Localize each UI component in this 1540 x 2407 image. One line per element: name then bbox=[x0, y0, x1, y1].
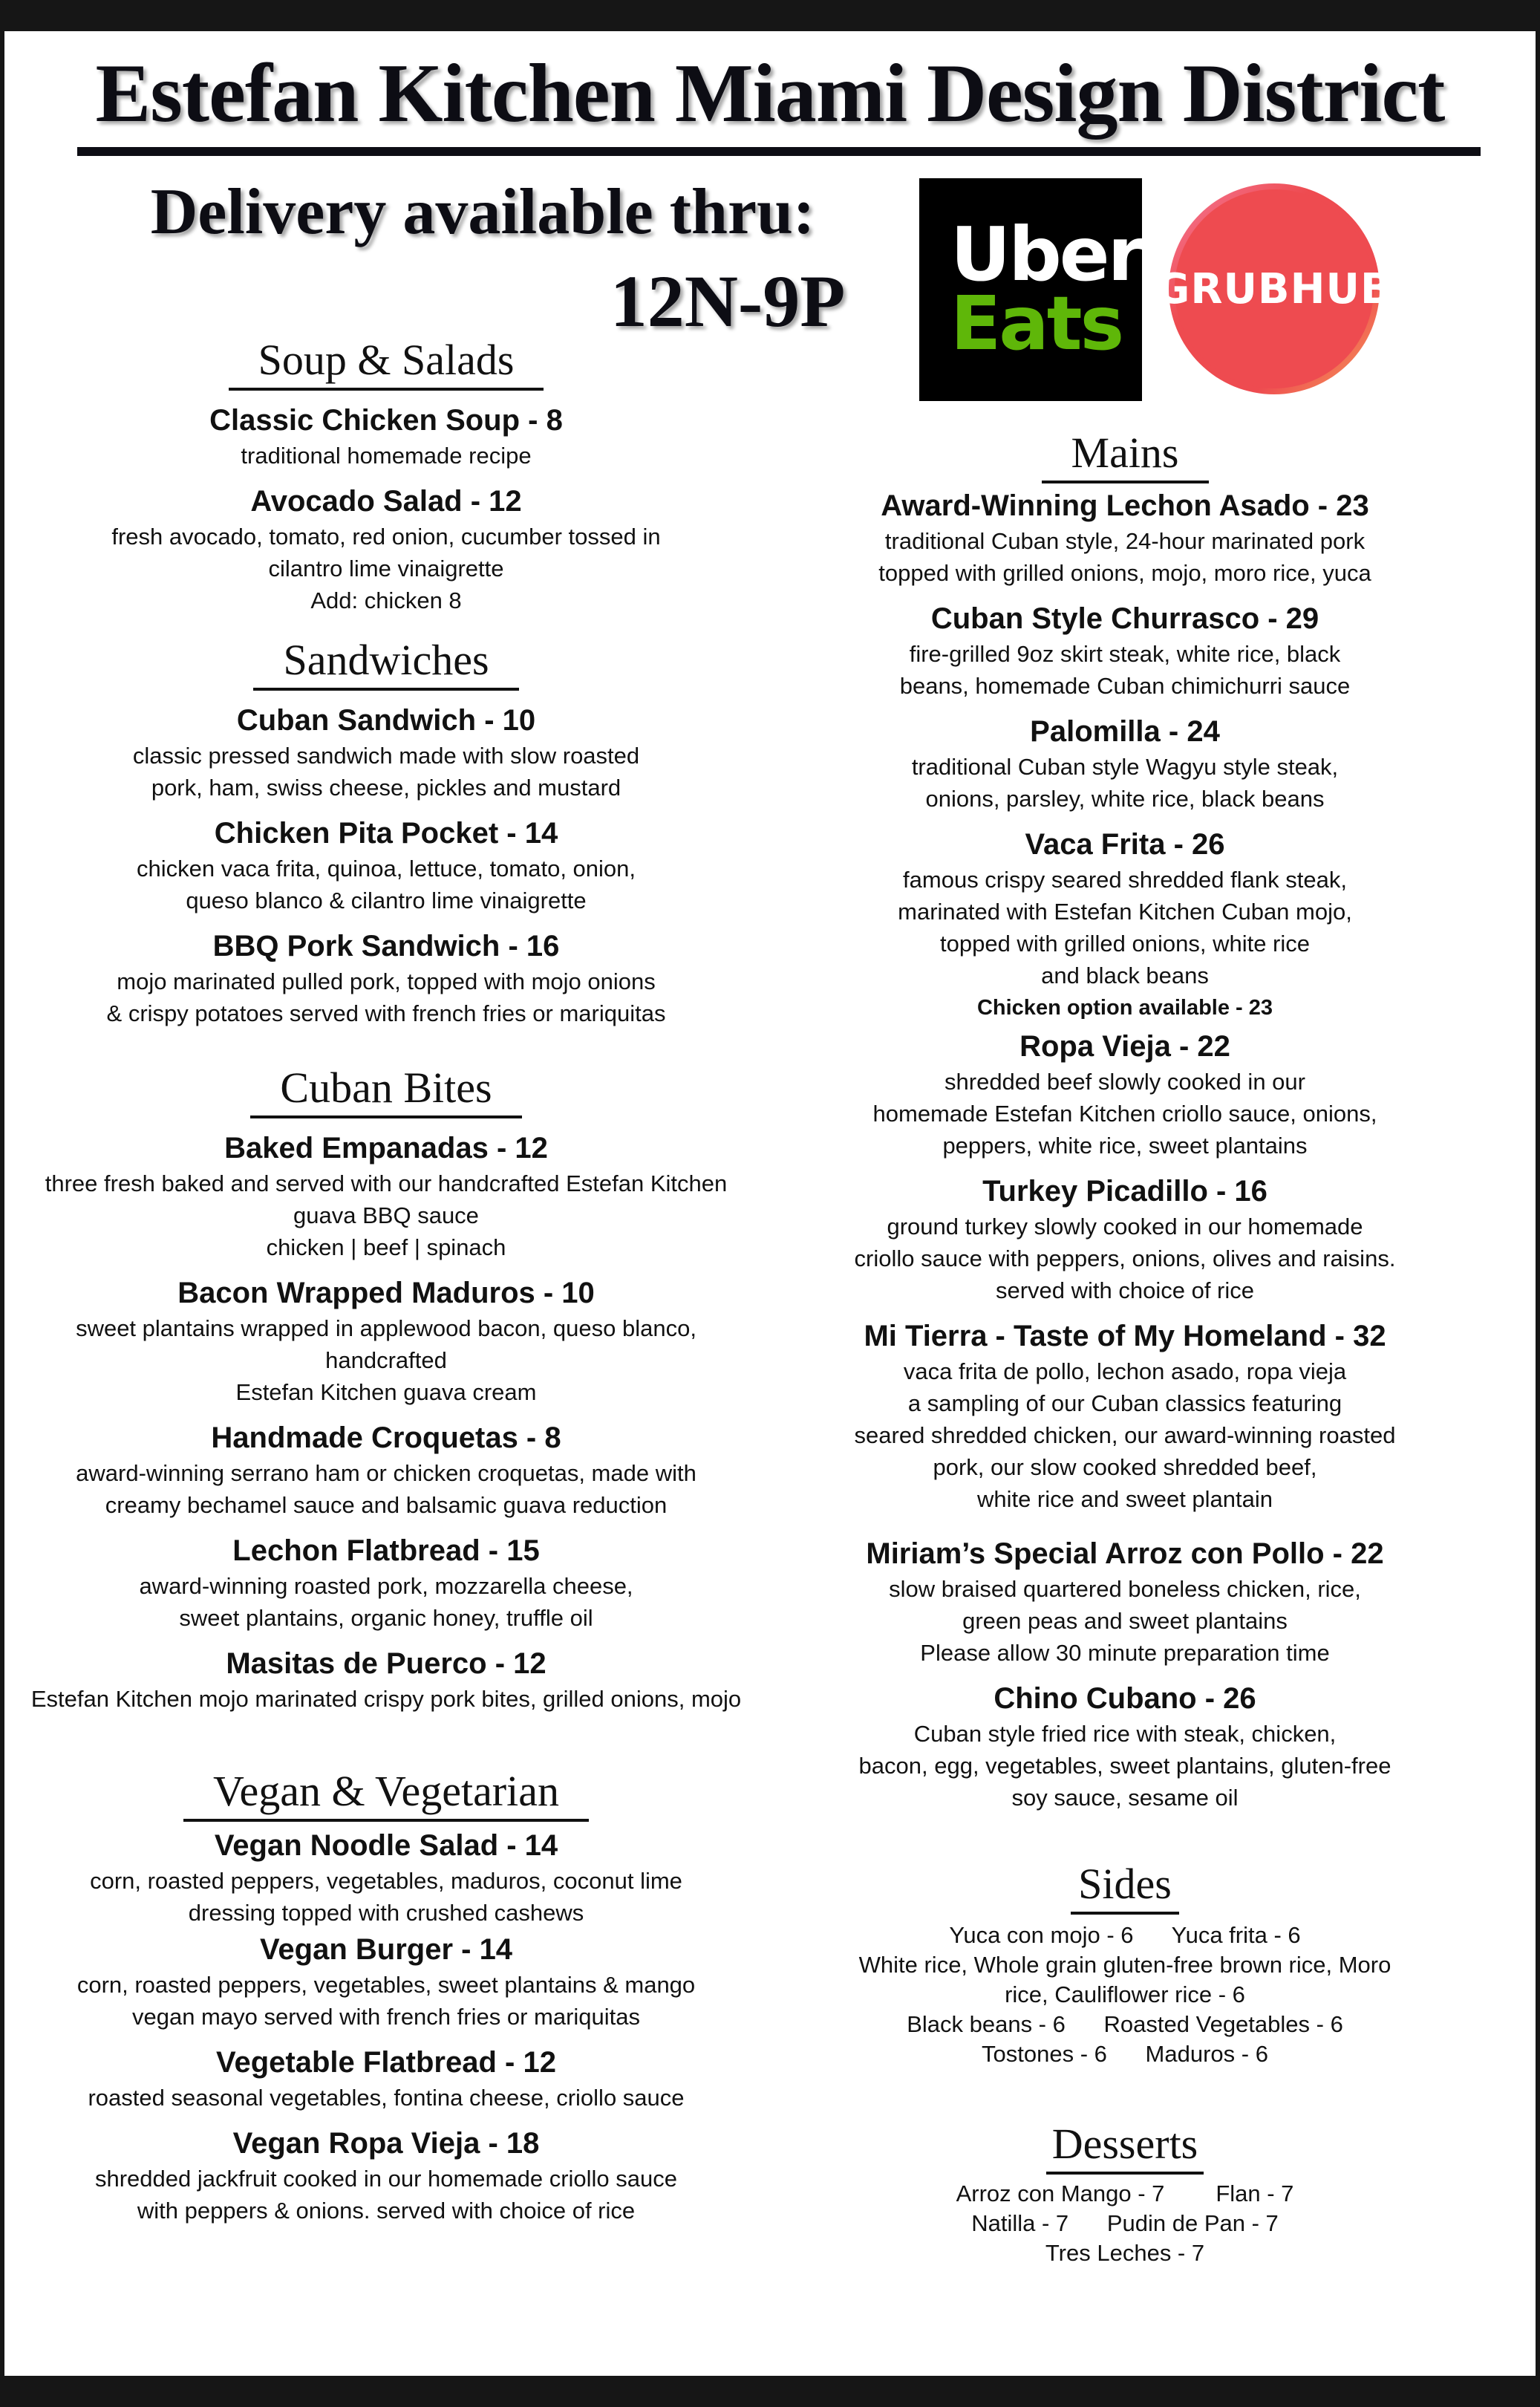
restaurant-title: Estefan Kitchen Miami Design District bbox=[95, 48, 1445, 140]
item-description: ground turkey slowly cooked in our homemade criollo sauce with peppers, onions, olives and raisins. served with choice of rice bbox=[854, 1214, 1396, 1303]
item-note: Chicken option available - 23 bbox=[976, 996, 1273, 1020]
item-description: shredded beef slowly cooked in our homemade Estefan Kitchen criollo sauce, onions, peppers, white rice, sweet plantains bbox=[872, 1069, 1377, 1159]
item-description: roasted seasonal vegetables, fontina cheese, criollo sauce bbox=[88, 2085, 685, 2111]
item-description: award-winning serrano ham or chicken croquetas, made with creamy bechamel sauce and balsamic guava reduction bbox=[76, 1460, 696, 1518]
item-description: Cuban style fried rice with steak, chicken, bacon, egg, vegetables, sweet plantains, gluten-free soy sauce, sesame oil bbox=[858, 1721, 1391, 1811]
section-heading: Cuban Bites bbox=[250, 1062, 521, 1118]
sides-line: rice, Cauliflower rice - 6 bbox=[1005, 1981, 1245, 2007]
item-name: Ropa Vieja - 22 bbox=[1019, 1030, 1230, 1063]
section-mains bbox=[817, 427, 1433, 1814]
menu-item bbox=[30, 2124, 743, 2227]
item-name: Miriam’s Special Arroz con Pollo - 22 bbox=[866, 1537, 1384, 1570]
item-name: Cuban Sandwich - 10 bbox=[236, 704, 536, 737]
section-heading: Soup & Salads bbox=[229, 334, 544, 391]
grubhub-logo-text: GRUBHUB bbox=[1155, 264, 1393, 313]
item-description: three fresh baked and served with our handcrafted Estefan Kitchen guava BBQ sauce chicken | beef | spinach bbox=[45, 1170, 728, 1260]
item-description: chicken vaca frita, quinoa, lettuce, tomato, onion, queso blanco & cilantro lime vinaigrette bbox=[136, 856, 636, 913]
title-divider bbox=[77, 147, 1481, 156]
item-name: Vaca Frita - 26 bbox=[1025, 828, 1225, 861]
section-desserts bbox=[817, 2118, 1433, 2268]
sides-list bbox=[817, 1921, 1433, 2069]
desserts-line: Tres Leches - 7 bbox=[1045, 2240, 1205, 2266]
grubhub-logo[interactable] bbox=[1155, 183, 1393, 394]
menu-item bbox=[817, 1534, 1433, 1669]
left-border bbox=[0, 0, 4, 2407]
item-description: corn, roasted peppers, vegetables, sweet plantains & mango vegan mayo served with french fries or mariquitas bbox=[76, 1972, 696, 2030]
item-name: Mi Tierra - Taste of My Homeland - 32 bbox=[864, 1320, 1386, 1352]
section-sides bbox=[817, 1858, 1433, 2069]
section-sandwiches bbox=[30, 634, 743, 1029]
sides-line: Black beans - 6 Roasted Vegetables - 6 bbox=[907, 2011, 1343, 2037]
menu-item bbox=[817, 712, 1433, 815]
menu-item bbox=[30, 1644, 743, 1715]
bottom-border bbox=[0, 2376, 1540, 2407]
item-description: slow braised quartered boneless chicken, rice, green peas and sweet plantains Please allow 30 minute preparation time bbox=[889, 1576, 1361, 1666]
menu-item bbox=[30, 1930, 743, 2033]
menu-item bbox=[817, 825, 1433, 1024]
item-name: Chicken Pita Pocket - 14 bbox=[214, 817, 558, 850]
item-description: sweet plantains wrapped in applewood bacon, queso blanco, handcrafted Estefan Kitchen guava cream bbox=[76, 1315, 696, 1405]
item-description: fire-grilled 9oz skirt steak, white rice, black beans, homemade Cuban chimichurri sauce bbox=[899, 641, 1351, 699]
item-description: vaca frita de pollo, lechon asado, ropa vieja a sampling of our Cuban classics featuring seared shredded chicken, our award-winning roasted pork, our slow cooked shredded beef, white rice and sweet plantain bbox=[854, 1358, 1396, 1512]
item-name: Chino Cubano - 26 bbox=[994, 1682, 1256, 1715]
menu-item bbox=[30, 1274, 743, 1408]
menu-item bbox=[817, 599, 1433, 702]
menu-item bbox=[30, 2043, 743, 2114]
item-name: Bacon Wrapped Maduros - 10 bbox=[177, 1277, 595, 1309]
right-border bbox=[1536, 0, 1540, 2407]
item-name: Turkey Picadillo - 16 bbox=[982, 1175, 1267, 1208]
item-name: Avocado Salad - 12 bbox=[250, 485, 522, 518]
menu-item bbox=[817, 1679, 1433, 1814]
item-description: traditional homemade recipe bbox=[241, 443, 532, 469]
uber-eats-logo[interactable] bbox=[919, 178, 1142, 401]
section-heading: Sandwiches bbox=[253, 634, 518, 691]
menu-item bbox=[817, 1027, 1433, 1162]
right-column bbox=[817, 427, 1433, 2268]
sides-line: Yuca con mojo - 6 Yuca frita - 6 bbox=[949, 1922, 1301, 1948]
item-name: BBQ Pork Sandwich - 16 bbox=[212, 930, 560, 963]
menu-item bbox=[817, 1172, 1433, 1306]
item-name: Baked Empanadas - 12 bbox=[224, 1132, 548, 1165]
section-heading: Vegan & Vegetarian bbox=[183, 1765, 589, 1822]
menu-item bbox=[30, 1531, 743, 1634]
item-name: Handmade Croquetas - 8 bbox=[211, 1421, 561, 1454]
item-description: fresh avocado, tomato, red onion, cucumber tossed in cilantro lime vinaigrette Add: chicken 8 bbox=[111, 524, 661, 613]
menu-item bbox=[30, 701, 743, 804]
sides-line: Tostones - 6 Maduros - 6 bbox=[982, 2041, 1268, 2067]
item-name: Vegan Ropa Vieja - 18 bbox=[232, 2127, 540, 2160]
sides-line: White rice, Whole grain gluten-free brown rice, Moro bbox=[858, 1952, 1391, 1978]
section-heading: Desserts bbox=[1046, 2118, 1204, 2175]
delivery-label: Delivery available thru: bbox=[150, 176, 815, 248]
eats-logo-text: Eats bbox=[950, 280, 1123, 367]
item-name: Vegetable Flatbread - 12 bbox=[216, 2046, 556, 2079]
menu-item bbox=[30, 927, 743, 1029]
item-description: mojo marinated pulled pork, topped with mojo onions & crispy potatoes served with french fries or mariquitas bbox=[106, 968, 666, 1026]
desserts-line: Arroz con Mango - 7 Flan - 7 bbox=[956, 2180, 1294, 2206]
item-description: corn, roasted peppers, vegetables, maduros, coconut lime dressing topped with crushed cashews bbox=[90, 1868, 682, 1926]
section-vegan-vegetarian bbox=[30, 1765, 743, 2227]
item-description: traditional Cuban style, 24-hour marinated pork topped with grilled onions, mojo, moro rice, yuca bbox=[878, 528, 1371, 586]
item-name: Cuban Style Churrasco - 29 bbox=[930, 602, 1319, 635]
item-name: Masitas de Puerco - 12 bbox=[226, 1647, 546, 1680]
item-name: Vegan Noodle Salad - 14 bbox=[214, 1829, 558, 1862]
menu-item bbox=[30, 1129, 743, 1263]
section-soup-salads bbox=[30, 334, 743, 616]
item-description: classic pressed sandwich made with slow roasted pork, ham, swiss cheese, pickles and mustard bbox=[132, 743, 640, 801]
uber-logo-text: Uber bbox=[950, 211, 1142, 298]
menu-item bbox=[817, 1317, 1433, 1515]
item-description: award-winning roasted pork, mozzarella cheese, sweet plantains, organic honey, truffle oil bbox=[139, 1573, 633, 1631]
item-description: traditional Cuban style Wagyu style steak, onions, parsley, white rice, black beans bbox=[911, 754, 1339, 812]
section-heading: Sides bbox=[1071, 1858, 1179, 1915]
delivery-hours: 12N-9P bbox=[610, 260, 846, 342]
left-column bbox=[30, 334, 743, 2227]
menu-item bbox=[817, 486, 1433, 589]
menu-item bbox=[30, 814, 743, 916]
item-name: Classic Chicken Soup - 8 bbox=[209, 404, 563, 437]
desserts-line: Natilla - 7 Pudin de Pan - 7 bbox=[971, 2210, 1279, 2236]
menu-item bbox=[30, 1419, 743, 1521]
menu-item bbox=[30, 401, 743, 472]
item-description: shredded jackfruit cooked in our homemade criollo sauce with peppers & onions. served with choice of rice bbox=[94, 2166, 678, 2224]
item-name: Lechon Flatbread - 15 bbox=[232, 1534, 540, 1567]
grubhub-logo-circle bbox=[1155, 189, 1393, 388]
item-description: Estefan Kitchen mojo marinated crispy pork bites, grilled onions, mojo bbox=[30, 1686, 742, 1712]
menu-item bbox=[30, 482, 743, 616]
item-name: Vegan Burger - 14 bbox=[259, 1933, 513, 1966]
item-name: Award-Winning Lechon Asado - 23 bbox=[881, 489, 1369, 522]
item-name: Palomilla - 24 bbox=[1030, 715, 1220, 748]
top-border bbox=[0, 0, 1540, 31]
menu-item bbox=[30, 1826, 743, 1929]
section-cuban-bites bbox=[30, 1062, 743, 1715]
section-heading: Mains bbox=[1042, 427, 1209, 483]
desserts-list bbox=[817, 2179, 1433, 2268]
item-description: famous crispy seared shredded flank steak, marinated with Estefan Kitchen Cuban mojo, topped with grilled onions, white rice and black beans bbox=[898, 867, 1352, 988]
